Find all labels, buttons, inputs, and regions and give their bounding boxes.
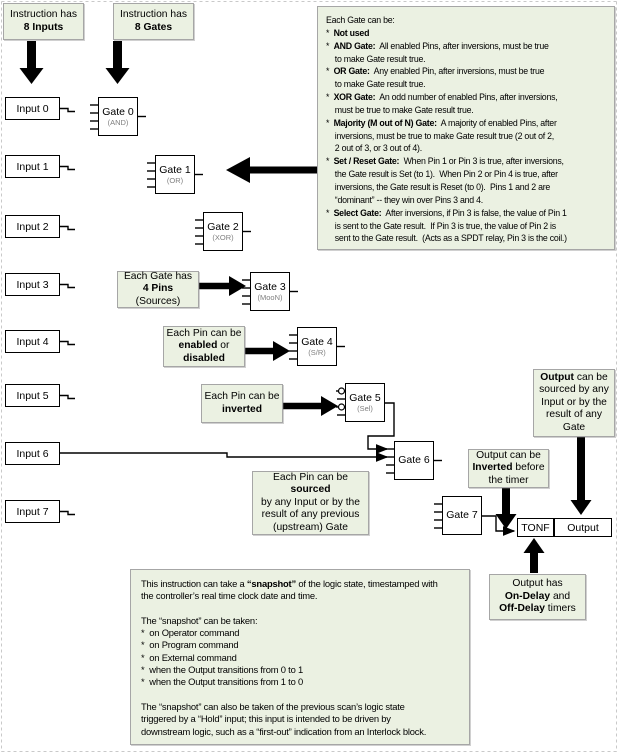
- input-box-input-3: Input 3: [5, 273, 60, 296]
- gate-label: Gate 0: [102, 105, 134, 118]
- input-box-input-6: Input 6: [5, 442, 60, 465]
- arrow-delays-to-tonf: [524, 538, 545, 573]
- callout-pin-enable-disable: [163, 326, 245, 367]
- arrow-sourced-to-output: [571, 437, 592, 515]
- stub-input-2: [60, 227, 75, 230]
- arrow-8-gates-down: [106, 41, 130, 84]
- gate-box-gate-5: [345, 383, 385, 422]
- arrow-8-inputs-down: [20, 41, 44, 84]
- gate-label: Gate 6: [398, 453, 430, 466]
- callout-instruction-8-gates: [113, 3, 194, 40]
- callout-output-inverted: [468, 449, 549, 488]
- input-box-input-7: Input 7: [5, 500, 60, 523]
- arrow-inverted-to-timer: [496, 488, 517, 529]
- wire-input6-to-gate6: [60, 453, 387, 457]
- stub-input-4: [60, 342, 75, 345]
- gate-label: Gate 1: [159, 163, 191, 176]
- gate-label: Gate 7: [446, 508, 478, 521]
- tonf-timer-box: TONF: [517, 518, 554, 537]
- snapshot-info-box: This instruction can take a “snapshot” of the logic state, timestamped with the controller’s real time clock date and time. The “snapshot” can be taken: * on Operator command * on Program command * on External command * when the Output transitions from 0 to 1 * when the Output transitions from 1 to 0 The “snapshot” can also be taken of the previous scan’s logic state triggered by a “Hold” input; this input is intended to be driven by downstream logic, such as a “first-out” indication from an Interlock block.: [130, 569, 470, 745]
- gate-label: Gate 2: [207, 220, 239, 233]
- input-box-input-2: Input 2: [5, 215, 60, 238]
- gate-box-gate-2: [203, 212, 243, 251]
- callout-output-delays-text: Output has On-Delay and Off-Delay timers: [499, 578, 576, 615]
- arrow-gateinfo-to-gate1: [226, 157, 317, 183]
- gate-box-gate-1: [155, 155, 195, 194]
- stub-input-0: [60, 109, 75, 112]
- gate-box-gate-3: [250, 272, 290, 311]
- stub-input-5: [60, 396, 75, 399]
- callout-instruction-8-inputs: [3, 3, 84, 40]
- gate-box-gate-6: [394, 441, 434, 480]
- gate-box-gate-7: [442, 496, 482, 535]
- callout-output-sourced: [533, 369, 615, 437]
- stub-input-1: [60, 167, 75, 170]
- gate-type-label: (XOR): [212, 232, 234, 242]
- input-box-input-4: Input 4: [5, 330, 60, 353]
- callout-pin-invert: [201, 384, 283, 423]
- callout-output-sourced-text: Output can be sourced by any Input or by the result of any Gate: [539, 371, 609, 433]
- arrow-inverted-to-gate5: [283, 396, 338, 416]
- callout-pin-sourced-text: Each Pin can be sourced by any Input or by the result of any previous (upstream) Gate: [260, 471, 361, 533]
- stub-input-7: [60, 512, 75, 515]
- callout-instruction-8-gates-text: Instruction has 8 Gates: [120, 8, 187, 33]
- callout-pin-invert-text: Each Pin can be inverted: [204, 390, 280, 415]
- arrow-4pins-to-gate3: [199, 276, 246, 296]
- input-box-input-1: Input 1: [5, 155, 60, 178]
- callout-instruction-8-inputs-text: Instruction has 8 Inputs: [10, 8, 77, 33]
- invert-bubble-pin-1-gate-5: [339, 388, 345, 394]
- gate-box-gate-4: [297, 327, 337, 366]
- gate-type-label: (OR): [166, 175, 184, 185]
- arrow-enabled-to-gate4: [245, 341, 290, 361]
- gate-type-label: (MooN): [257, 292, 283, 302]
- gate-label: Gate 4: [301, 335, 333, 348]
- callout-pin-sourced: [252, 471, 369, 535]
- callout-output-delays: [489, 574, 586, 620]
- gate-type-label: (AND): [107, 117, 129, 127]
- gate-label: Gate 5: [349, 391, 381, 404]
- stub-input-3: [60, 285, 75, 288]
- gate-box-gate-0: [98, 97, 138, 136]
- callout-pin-enable-disable-text: Each Pin can be enabled or disabled: [166, 327, 242, 364]
- input-box-input-0: Input 0: [5, 97, 60, 120]
- input-box-input-5: Input 5: [5, 384, 60, 407]
- invert-bubble-pin-3-gate-5: [339, 404, 345, 410]
- gate-label: Gate 3: [254, 280, 286, 293]
- callout-output-inverted-text: Output can be Inverted before the timer: [472, 449, 545, 486]
- output-box: Output: [554, 518, 612, 537]
- gate-types-info-box: Each Gate can be: * Not used * AND Gate: All enabled Pins, after inversions, must be true to make Gate result true. * OR Gate: Any enabled Pin, after inversions, must be true to make Gate result true. * XOR Gate: An odd number of enabled Pins, after inversions, must be true to make Gate result true. * Majority (M out of N) Gate: A majority of enabled Pins, after inversions, must be true to make Gate result true (2 out of 2, 2 out of 3, or 3 out of 4). * Set / Reset Gate: When Pin 1 or Pin 3 is true, after inversions, the Gate result is Set (to 1). When Pin 2 or Pin 4 is true, after inversions, the Gate result is Reset (to 0). Pins 1 and 2 are “dominant” -- they win over Pins 3 and 4. * Select Gate: After inversions, if Pin 3 is false, the value of Pin 1 is sent to the Gate result. If Pin 3 is true, the value of Pin 2 is sent to the Gate result. (Acts as a SPDT relay, Pin 3 is the coil.): [317, 6, 615, 250]
- callout-each-gate-4-pins: [117, 271, 199, 308]
- gate-type-label: (Sel): [357, 403, 373, 413]
- gate-type-label: (S/R): [308, 347, 326, 357]
- callout-each-gate-4-pins-text: Each Gate has 4 Pins (Sources): [123, 270, 193, 307]
